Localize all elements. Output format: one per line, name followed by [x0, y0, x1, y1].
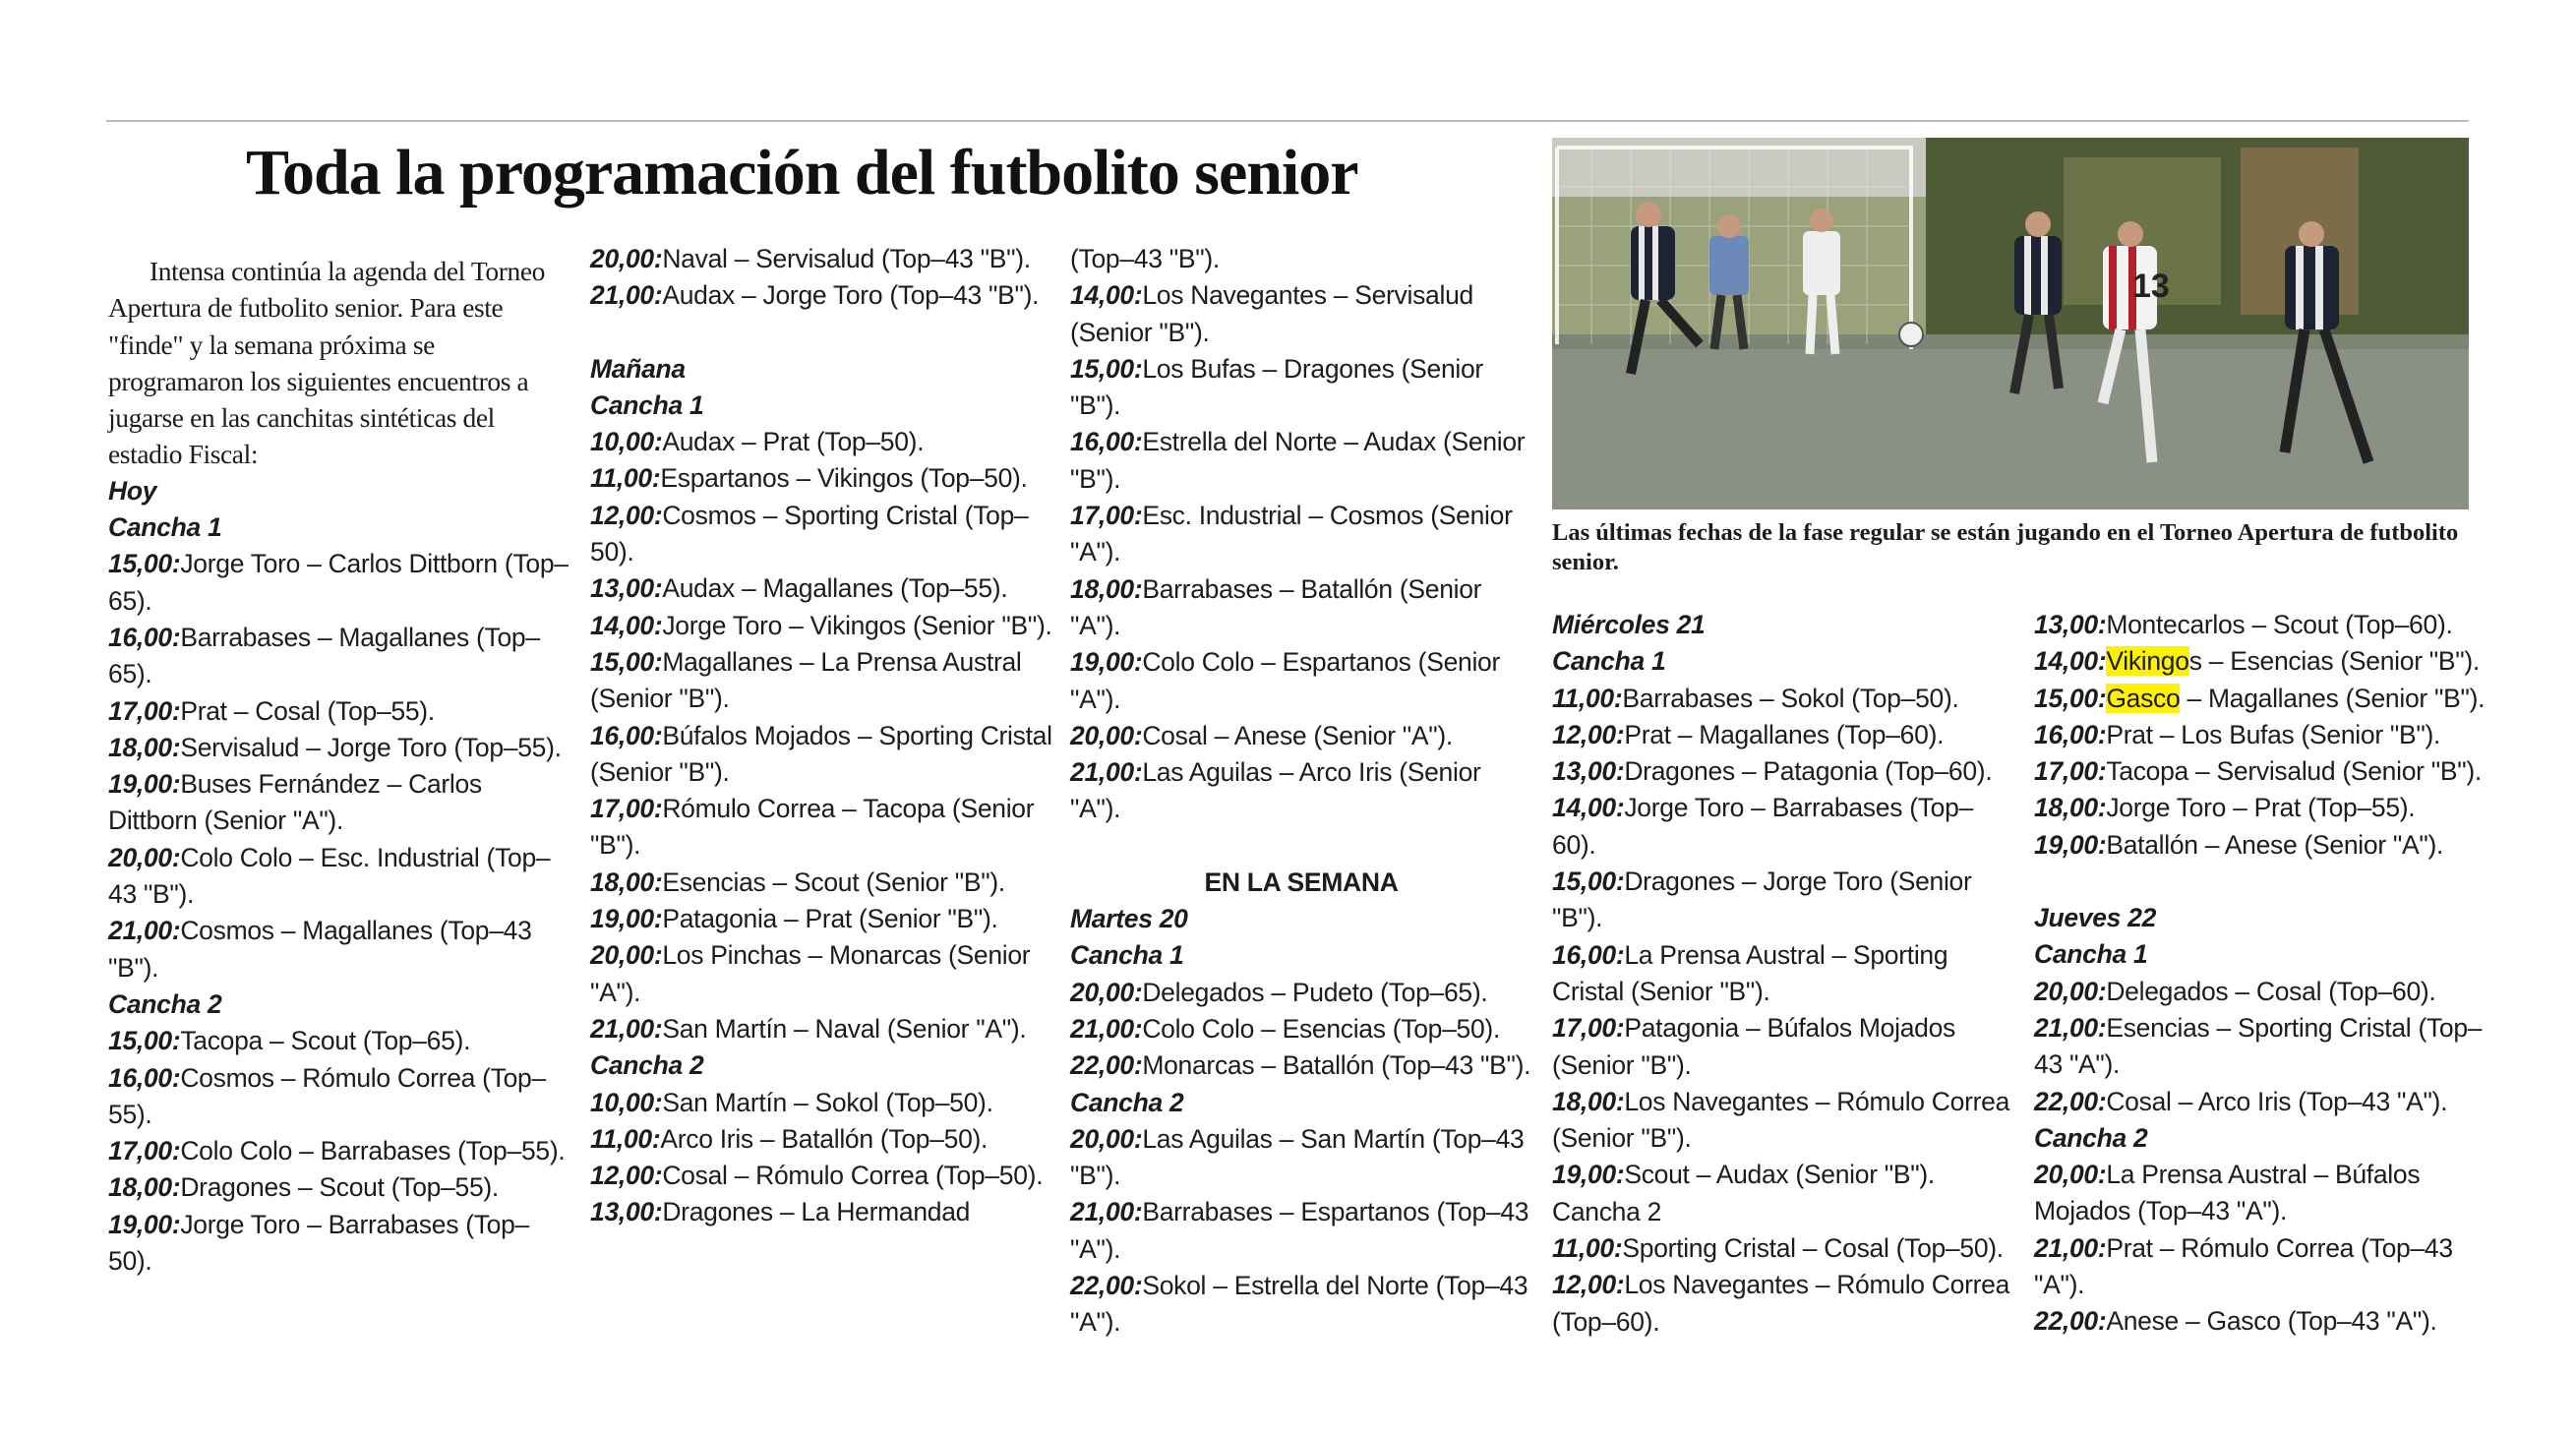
match-teams: San Martín – Naval (Senior "A"). [662, 1013, 1027, 1044]
article-intro: Intensa continúa la agenda del Torneo Apertura de futbolito senior. Para este "finde" y la semana próxima se programaron los siguientes encuentros a jugarse en las canchitas sintéticas del estadio Fiscal: [108, 256, 545, 470]
match-time: 15,00: [108, 549, 181, 579]
match-time: 10,00: [590, 1087, 663, 1117]
match-entry [1070, 644, 1532, 718]
match-entry [108, 620, 570, 693]
schedule-text: (Top–43 "B"). [1070, 244, 1220, 273]
match-time: 15,00: [1070, 353, 1143, 384]
match-entry [1070, 1011, 1532, 1047]
match-entry [590, 1011, 1052, 1047]
match-teams: Barrabases – Espartanos (Top–43 "A"). [1070, 1197, 1529, 1264]
match-time: 19,00: [1070, 647, 1143, 678]
match-teams: Los Navegantes – Rómulo Correa (Top–60). [1552, 1270, 2010, 1337]
match-entry [1070, 351, 1532, 425]
match-teams: Dragones – Scout (Top–55). [180, 1172, 499, 1203]
match-time: 18,00: [1552, 1086, 1625, 1116]
match-entry [1552, 717, 2014, 753]
match-time: 12,00: [590, 1161, 663, 1191]
match-entry [2034, 1157, 2496, 1230]
match-teams: Montecarlos – Scout (Top–60). [2106, 610, 2453, 639]
match-entry [1070, 571, 1532, 645]
match-entry [590, 608, 1052, 644]
match-teams: Cosmos – Sporting Cristal (Top–50). [590, 500, 1029, 568]
match-time: 17,00: [590, 794, 663, 824]
match-entry [108, 1060, 570, 1134]
match-teams: Jorge Toro – Prat (Top–55). [2106, 793, 2416, 823]
match-teams: Barrabases – Sokol (Top–50). [1622, 683, 1959, 713]
match-entry [108, 693, 570, 730]
match-teams: Jorge Toro – Barrabases (Top–60). [1552, 793, 1973, 860]
match-teams: Jorge Toro – Carlos Dittborn (Top–65). [108, 549, 569, 616]
match-entry [1070, 1268, 1532, 1342]
match-time: 19,00: [2034, 829, 2107, 860]
match-teams: Scout – Audax (Senior "B"). [1624, 1160, 1935, 1190]
match-teams: Buses Fernández – Carlos Dittborn (Senior "A"). [108, 769, 482, 836]
match-time: 19,00: [590, 904, 663, 934]
section-heading: Cancha 1 [2034, 939, 2148, 970]
spacer [2034, 864, 2496, 900]
match-time: 20,00: [590, 940, 663, 971]
schedule-text: Cancha 2 [1552, 1196, 1662, 1226]
match-teams: Dragones – Jorge Toro (Senior "B"). [1552, 866, 1972, 933]
match-entry [2034, 974, 2496, 1010]
match-entry [108, 730, 570, 766]
match-teams: Estrella del Norte – Audax (Senior "B"). [1070, 427, 1526, 494]
match-time: 17,00: [108, 695, 181, 726]
match-teams: Delegados – Pudeto (Top–65). [1142, 977, 1488, 1007]
match-teams: Anese – Gasco (Top–43 "A"). [2106, 1306, 2437, 1337]
match-teams: Colo Colo – Espartanos (Senior "A"). [1070, 647, 1501, 714]
match-time: 14,00: [1552, 793, 1625, 823]
match-time: 18,00: [1070, 573, 1143, 604]
match-entry [590, 1085, 1052, 1121]
match-entry [1070, 754, 1532, 828]
match-time: 20,00: [1070, 977, 1143, 1007]
section-heading: Cancha 2 [108, 988, 222, 1019]
match-entry [108, 840, 570, 914]
article-headline: Toda la programación del futbolito senior [246, 137, 1358, 209]
match-entry [1552, 1267, 2014, 1341]
match-entry [2034, 1230, 2496, 1304]
match-entry [2034, 681, 2496, 717]
match-teams: Patagonia – Búfalos Mojados (Senior "B"). [1552, 1013, 1955, 1080]
match-entry [1552, 1084, 2014, 1158]
section-heading: Cancha 2 [590, 1050, 704, 1081]
match-teams: Esc. Industrial – Cosmos (Senior "A"). [1070, 501, 1513, 568]
match-teams: Dragones – Patagonia (Top–60). [1624, 756, 1993, 787]
match-time: 19,00: [1552, 1160, 1625, 1190]
match-time: 16,00: [108, 1062, 181, 1093]
match-teams: Esencias – Sporting Cristal (Top–43 "A"). [2034, 1012, 2483, 1080]
match-entry [1070, 1121, 1532, 1195]
match-time: 14,00: [2034, 646, 2107, 677]
match-time: 20,00: [2034, 976, 2107, 1006]
match-entry [1552, 753, 2014, 790]
match-time: 10,00: [590, 427, 663, 457]
match-teams: Prat – Los Bufas (Senior "B"). [2106, 719, 2441, 749]
match-entry [590, 277, 1052, 314]
match-entry [590, 570, 1052, 607]
match-teams: Sokol – Estrella del Norte (Top–43 "A"). [1070, 1271, 1528, 1338]
match-teams: Jorge Toro – Barrabases (Top–50). [108, 1209, 529, 1277]
match-teams: Audax – Magallanes (Top–55). [662, 573, 1008, 604]
match-entry [1070, 424, 1532, 498]
match-entry [108, 1023, 570, 1059]
match-time: 18,00: [108, 732, 181, 762]
match-time: 22,00: [1070, 1050, 1143, 1081]
match-teams: Audax – Prat (Top–50). [662, 427, 925, 457]
match-time: 17,00: [1070, 501, 1143, 531]
highlighted-text: Gasco [2106, 683, 2181, 713]
match-time: 11,00: [1552, 1233, 1623, 1264]
match-teams: San Martín – Sokol (Top–50). [662, 1087, 993, 1117]
match-entry [1070, 1047, 1532, 1084]
section-heading: Cancha 1 [1070, 940, 1184, 971]
match-time: 22,00: [2034, 1086, 2107, 1116]
match-teams: s – Esencias (Senior "B"). [2188, 646, 2480, 677]
match-entry [590, 241, 1052, 277]
match-entry [590, 791, 1052, 865]
match-teams: Prat – Cosal (Top–55). [180, 695, 435, 726]
match-entry [1552, 1010, 2014, 1084]
match-entry [2034, 753, 2496, 790]
match-teams: Patagonia – Prat (Senior "B"). [662, 904, 998, 934]
match-teams: Servisalud – Jorge Toro (Top–55). [180, 732, 562, 762]
match-teams: Cosmos – Rómulo Correa (Top–55). [108, 1062, 546, 1129]
match-time: 13,00: [590, 1197, 663, 1227]
match-teams: La Prensa Austral – Búfalos Mojados (Top–43 "A"). [2034, 1160, 2421, 1226]
section-heading: Hoy [108, 475, 157, 506]
match-entry [590, 1194, 1052, 1230]
match-time: 16,00: [2034, 719, 2107, 749]
match-teams: Cosal – Arco Iris (Top–43 "A"). [2106, 1086, 2448, 1116]
match-time: 18,00: [108, 1172, 181, 1203]
match-entry [2034, 643, 2496, 680]
match-teams: Espartanos – Vikingos (Top–50). [660, 463, 1028, 494]
match-time: 13,00: [590, 573, 663, 604]
column-2 [590, 241, 1052, 1231]
match-entry [1552, 937, 2014, 1011]
match-teams: Rómulo Correa – Tacopa (Senior "B"). [590, 794, 1035, 861]
match-time: 19,00: [108, 1209, 181, 1239]
match-teams: Prat – Rómulo Correa (Top–43 "A"). [2034, 1232, 2453, 1300]
match-entry [590, 865, 1052, 901]
match-time: 17,00: [1552, 1013, 1625, 1044]
match-entry [590, 937, 1052, 1011]
match-time: 12,00: [1552, 719, 1625, 749]
match-entry [2034, 827, 2496, 864]
match-teams: Barrabases – Batallón (Senior "A"). [1070, 573, 1482, 640]
match-entry [1070, 1194, 1532, 1268]
match-time: 16,00: [1070, 427, 1143, 457]
match-time: 21,00: [108, 916, 181, 946]
column-4 [1552, 607, 2014, 1341]
match-time: 21,00: [2034, 1232, 2107, 1263]
match-teams: Magallanes – La Prensa Austral (Senior "B"). [590, 646, 1022, 714]
match-time: 11,00: [590, 463, 661, 494]
match-time: 13,00: [1552, 756, 1625, 787]
match-teams: Batallón – Anese (Senior "A"). [2106, 829, 2444, 860]
match-time: 20,00: [2034, 1160, 2107, 1190]
match-teams: Los Pinchas – Monarcas (Senior "A"). [590, 940, 1031, 1007]
match-time: 16,00: [1552, 939, 1625, 970]
match-teams: Delegados – Cosal (Top–60). [2106, 976, 2436, 1006]
photo-caption: Las últimas fechas de la fase regular se están jugando en el Torneo Apertura de futbolito senior. [1552, 519, 2459, 575]
match-entry [1552, 864, 2014, 937]
match-time: 14,00: [590, 610, 663, 640]
match-entry [1070, 498, 1532, 571]
match-entry [108, 766, 570, 840]
match-entry [2034, 607, 2496, 643]
match-teams: Naval – Servisalud (Top–43 "B"). [662, 244, 1031, 273]
match-teams: Colo Colo – Esencias (Top–50). [1142, 1013, 1501, 1044]
match-time: 15,00: [2034, 683, 2107, 713]
match-teams: Colo Colo – Esc. Industrial (Top–43 "B"). [108, 842, 551, 910]
match-entry [2034, 717, 2496, 753]
match-time: 21,00: [2034, 1012, 2107, 1043]
match-time: 20,00: [590, 244, 663, 273]
match-time: 15,00: [108, 1026, 181, 1056]
match-teams: Prat – Magallanes (Top–60). [1624, 719, 1945, 749]
match-time: 18,00: [590, 866, 663, 897]
spacer [590, 315, 1052, 351]
match-photo [1552, 138, 2469, 509]
match-time: 17,00: [2034, 756, 2107, 787]
match-time: 21,00: [1070, 757, 1143, 788]
match-teams: – Magallanes (Senior "B"). [2180, 683, 2486, 713]
match-teams: Los Navegantes – Servisalud (Senior "B"). [1070, 280, 1473, 347]
match-entry [590, 424, 1052, 460]
match-teams: Las Aguilas – Arco Iris (Senior "A"). [1070, 757, 1481, 824]
match-teams: Los Navegantes – Rómulo Correa (Senior "B"). [1552, 1086, 2010, 1154]
match-entry [590, 901, 1052, 937]
match-time: 21,00: [590, 280, 663, 311]
match-time: 16,00: [590, 720, 663, 750]
match-entry [2034, 1010, 2496, 1084]
jersey-number: 13 [2132, 268, 2170, 305]
match-teams: La Prensa Austral – Sporting Cristal (Senior "B"). [1552, 939, 1948, 1006]
match-entry [1552, 1157, 2014, 1193]
match-entry [590, 718, 1052, 792]
match-entry [108, 1133, 570, 1169]
section-heading: Cancha 1 [108, 512, 222, 543]
match-entry [108, 1169, 570, 1206]
match-time: 14,00: [1070, 280, 1143, 311]
section-heading: Cancha 2 [2034, 1122, 2148, 1153]
match-time: 20,00: [1070, 1123, 1143, 1154]
match-time: 15,00: [590, 646, 663, 677]
match-entry [1070, 975, 1532, 1011]
match-teams: Arco Iris – Batallón (Top–50). [660, 1123, 988, 1154]
match-time: 16,00: [108, 622, 181, 652]
top-rule [106, 120, 2469, 122]
match-time: 21,00: [590, 1013, 663, 1044]
match-entry [1070, 718, 1532, 754]
section-heading: Cancha 2 [1070, 1087, 1184, 1117]
match-entry [2034, 1084, 2496, 1120]
spacer [1070, 828, 1532, 865]
match-teams: Esencias – Scout (Senior "B"). [662, 866, 1005, 897]
match-time: 20,00: [1070, 720, 1143, 750]
match-entry [1552, 1230, 2014, 1267]
match-entry [108, 1207, 570, 1281]
match-teams: Cosal – Anese (Senior "A"). [1142, 720, 1453, 750]
match-teams: Tacopa – Scout (Top–65). [180, 1026, 471, 1056]
match-time: 12,00: [590, 500, 663, 530]
section-heading: Jueves 22 [2034, 903, 2157, 933]
match-entry [1552, 790, 2014, 864]
match-time: 11,00: [1552, 683, 1623, 713]
match-time: 15,00: [1552, 866, 1625, 897]
section-heading: Martes 20 [1070, 904, 1188, 934]
match-teams: Tacopa – Servisalud (Senior "B"). [2106, 756, 2482, 787]
match-teams: Audax – Jorge Toro (Top–43 "B"). [662, 280, 1040, 311]
match-entry [590, 498, 1052, 571]
match-entry [590, 644, 1052, 718]
match-time: 21,00: [1070, 1013, 1143, 1044]
section-heading: Cancha 1 [590, 389, 704, 420]
match-entry [108, 913, 570, 986]
match-time: 13,00: [2034, 610, 2107, 639]
column-3 [1070, 241, 1532, 1342]
match-time: 19,00: [108, 769, 181, 800]
highlighted-text: Vikingo [2106, 646, 2189, 677]
match-entry [1070, 277, 1532, 351]
column-5 [2034, 607, 2496, 1341]
match-teams: Búfalos Mojados – Sporting Cristal (Senior "B"). [590, 720, 1052, 787]
match-teams: Monarcas – Batallón (Top–43 "B"). [1142, 1050, 1531, 1081]
match-teams: Barrabases – Magallanes (Top–65). [108, 622, 540, 689]
match-time: 22,00: [2034, 1306, 2107, 1337]
section-heading: Miércoles 21 [1552, 610, 1706, 639]
match-teams: Dragones – La Hermandad [662, 1197, 971, 1227]
match-time: 20,00: [108, 842, 181, 872]
column-1 [108, 253, 570, 1280]
soccer-players-illustration [1552, 138, 2469, 509]
match-teams: Cosmos – Magallanes (Top–43 "B"). [108, 916, 532, 983]
week-heading: EN LA SEMANA [1204, 866, 1399, 897]
match-entry [1552, 681, 2014, 717]
section-heading: Cancha 1 [1552, 646, 1666, 677]
match-entry [108, 546, 570, 620]
match-teams: Sporting Cristal – Cosal (Top–50). [1622, 1233, 2004, 1264]
match-entry [590, 1158, 1052, 1194]
match-time: 11,00: [590, 1123, 661, 1154]
match-entry [2034, 790, 2496, 826]
match-teams: Colo Colo – Barrabases (Top–55). [180, 1136, 566, 1166]
match-teams: Las Aguilas – San Martín (Top–43 "B"). [1070, 1123, 1525, 1191]
match-entry [590, 1121, 1052, 1158]
match-teams: Los Bufas – Dragones (Senior "B"). [1070, 353, 1483, 421]
section-heading: Mañana [590, 353, 686, 384]
match-entry [2034, 1303, 2496, 1340]
match-teams: Cosal – Rómulo Correa (Top–50). [662, 1161, 1044, 1191]
match-time: 18,00: [2034, 793, 2107, 823]
match-teams: Jorge Toro – Vikingos (Senior "B"). [662, 610, 1052, 640]
match-time: 17,00: [108, 1136, 181, 1166]
match-time: 21,00: [1070, 1197, 1143, 1227]
match-entry [590, 460, 1052, 497]
match-time: 12,00: [1552, 1270, 1625, 1300]
match-time: 22,00: [1070, 1271, 1143, 1301]
